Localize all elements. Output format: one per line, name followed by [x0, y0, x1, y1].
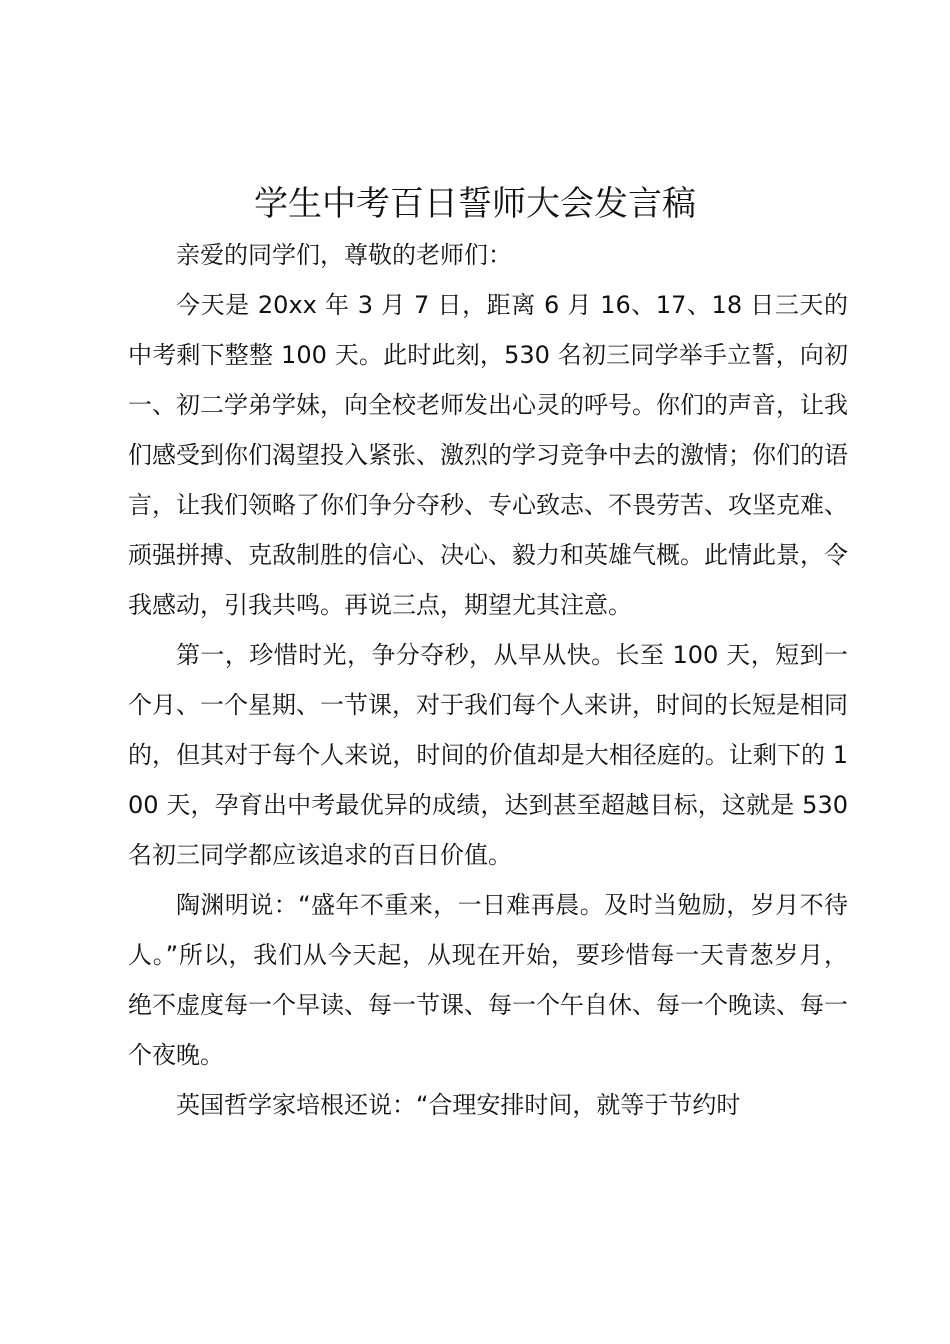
quote-tao-paragraph: 陶渊明说：“盛年不重来，一日难再晨。及时当勉励，岁月不待人。”所以，我们从今天起，从现在开始，要珍惜每一天青葱岁月，绝不虚度每一个早读、每一节课、每一个午自休、每一个晚读、每一个夜晚。: [128, 891, 848, 1069]
quote-bacon-paragraph: 英国哲学家培根还说：“合理安排时间，就等于节约时: [176, 1091, 741, 1119]
greeting-paragraph: 亲爱的同学们，尊敬的老师们：: [176, 241, 512, 269]
intro-paragraph: 今天是 20xx 年 3 月 7 日，距离 6 月 16、17、18 日三天的中考剩下整整 100 天。此时此刻，530 名初三同学举手立誓，向初一、初二学弟学妹，向全校老师发出心灵的呼号。你们的声音，让我们感受到你们渴望投入紧张、激烈的学习竞争中去的激情；你们的语言，让我们领略了你们争分夺秒、专心致志、不畏劳苦、攻坚克难、顽强拼搏、克敌制胜的信心、决心、毅力和英雄气概。此情此景，令我感动，引我共鸣。再说三点，期望尤其注意。: [128, 291, 848, 619]
document-body: [128, 230, 848, 1130]
document-title: 学生中考百日誓师大会发言稿: [254, 184, 696, 224]
point-one-paragraph: 第一，珍惜时光，争分夺秒，从早从快。长至 100 天，短到一个月、一个星期、一节课，对于我们每个人来讲，时间的长短是相同的，但其对于每个人来说，时间的价值却是大相径庭的。让剩下的 100 天，孕育出中考最优异的成绩，达到甚至超越目标，这就是 530 名初三同学都应该追求的百日价值。: [128, 641, 848, 869]
